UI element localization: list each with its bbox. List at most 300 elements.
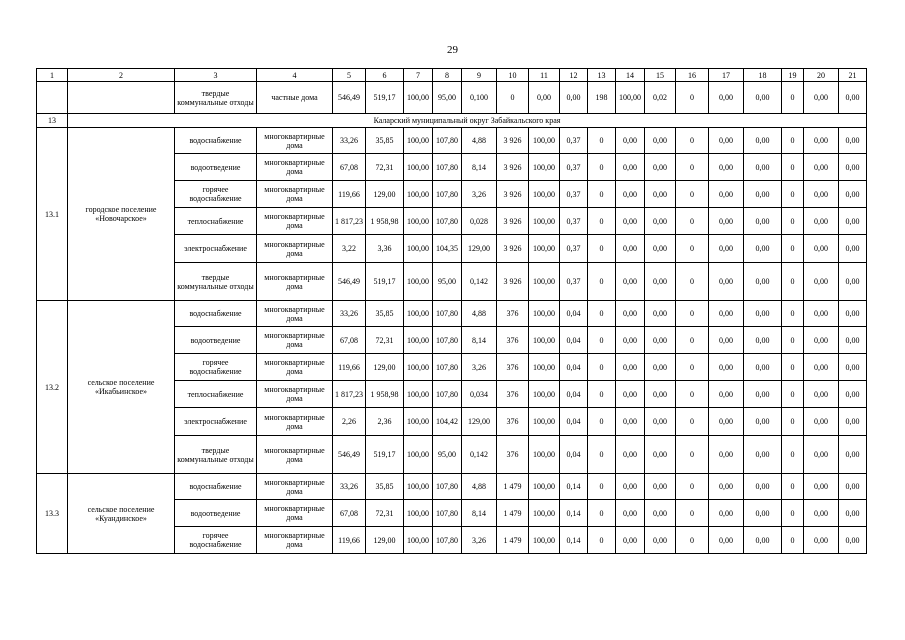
table-cell: 0	[588, 301, 616, 327]
table-cell: 0,00	[744, 500, 782, 527]
table-cell: 0,00	[645, 474, 676, 500]
table-cell: 0,37	[560, 235, 588, 263]
table-cell: 0	[782, 263, 804, 301]
table-cell: 107,80	[433, 154, 462, 181]
housing-type: многоквартирные дома	[257, 208, 333, 235]
table-cell: 129,00	[366, 527, 404, 554]
column-number-cell: 11	[529, 69, 560, 82]
table-cell: 0,00	[839, 128, 867, 154]
table-cell: 0	[588, 381, 616, 408]
settlement-name: сельское поселение «Икабьинское»	[68, 301, 175, 474]
table-cell: 0,028	[462, 208, 497, 235]
housing-type: многоквартирные дома	[257, 235, 333, 263]
table-cell: 0	[782, 436, 804, 474]
service-type: водоотведение	[175, 500, 257, 527]
table-cell: 0,00	[616, 263, 645, 301]
table-cell: 0	[676, 181, 709, 208]
empty-cell	[68, 82, 175, 114]
table-cell: 0	[782, 128, 804, 154]
table-cell: 519,17	[366, 436, 404, 474]
table-cell: 0,00	[839, 500, 867, 527]
table-cell: 0	[782, 500, 804, 527]
column-number-cell: 10	[497, 69, 529, 82]
column-number-cell: 12	[560, 69, 588, 82]
table-cell: 0,00	[804, 527, 839, 554]
housing-type: многоквартирные дома	[257, 327, 333, 354]
table-cell: 0,00	[744, 208, 782, 235]
column-number-cell: 20	[804, 69, 839, 82]
table-cell: 100,00	[529, 527, 560, 554]
column-number-cell: 18	[744, 69, 782, 82]
table-cell: 3 926	[497, 263, 529, 301]
column-number-cell: 14	[616, 69, 645, 82]
table-cell: 0	[782, 474, 804, 500]
table-cell: 546,49	[333, 82, 366, 114]
table-cell: 107,80	[433, 474, 462, 500]
table-cell: 0,100	[462, 82, 497, 114]
service-type: горячее водоснабжение	[175, 527, 257, 554]
table-cell: 119,66	[333, 181, 366, 208]
table-cell: 104,35	[433, 235, 462, 263]
table-cell: 0,00	[645, 436, 676, 474]
column-number-cell: 5	[333, 69, 366, 82]
table-cell: 100,00	[529, 408, 560, 436]
table-cell: 0,00	[744, 128, 782, 154]
table-cell: 198	[588, 82, 616, 114]
table-cell: 376	[497, 381, 529, 408]
table-cell: 0,00	[804, 474, 839, 500]
table-cell: 0,00	[616, 208, 645, 235]
table-cell: 100,00	[404, 327, 433, 354]
table-cell: 0,04	[560, 381, 588, 408]
table-cell: 100,00	[529, 235, 560, 263]
table-cell: 0,00	[804, 263, 839, 301]
service-type: водоснабжение	[175, 128, 257, 154]
table-cell: 1 479	[497, 500, 529, 527]
table-cell: 2,26	[333, 408, 366, 436]
table-cell: 0,00	[839, 82, 867, 114]
service-type: теплоснабжение	[175, 208, 257, 235]
table-cell: 0	[782, 208, 804, 235]
table-cell: 0	[782, 82, 804, 114]
column-number-row	[37, 69, 867, 82]
table-cell: 0,04	[560, 327, 588, 354]
table-cell: 100,00	[529, 154, 560, 181]
table-cell: 119,66	[333, 527, 366, 554]
table-cell: 95,00	[433, 436, 462, 474]
table-cell: 0	[782, 181, 804, 208]
table-cell: 100,00	[404, 154, 433, 181]
table-cell: 107,80	[433, 354, 462, 381]
table-cell: 3,26	[462, 354, 497, 381]
settlement-name: городское поселение «Новочарское»	[68, 128, 175, 301]
table-cell: 100,00	[404, 474, 433, 500]
table-cell: 100,00	[404, 354, 433, 381]
table-cell: частные дома	[257, 82, 333, 114]
table-cell: 0,00	[804, 235, 839, 263]
table-cell: 0,00	[744, 527, 782, 554]
table-cell: 3 926	[497, 235, 529, 263]
table-row	[37, 128, 867, 154]
table-cell: 0,00	[616, 327, 645, 354]
table-cell: 100,00	[404, 208, 433, 235]
table-cell: 0	[676, 474, 709, 500]
table-cell: 0,00	[709, 436, 744, 474]
section-row	[37, 114, 867, 128]
table-cell: 0	[782, 381, 804, 408]
table-cell: 0,00	[645, 235, 676, 263]
table-cell: 1 817,23	[333, 208, 366, 235]
table-cell: 0	[676, 235, 709, 263]
table-cell: 3,22	[333, 235, 366, 263]
table-cell: 100,00	[404, 82, 433, 114]
table-cell: 100,00	[404, 301, 433, 327]
table-cell: 107,80	[433, 301, 462, 327]
service-type: твердые коммунальные отходы	[175, 436, 257, 474]
table-cell: 0	[676, 154, 709, 181]
table-cell: 129,00	[462, 408, 497, 436]
table-cell: 0,00	[616, 527, 645, 554]
table-cell: 0,00	[839, 408, 867, 436]
service-type: электроснабжение	[175, 408, 257, 436]
table-cell: 0,00	[709, 408, 744, 436]
group-number: 13.2	[37, 301, 68, 474]
column-number-cell: 8	[433, 69, 462, 82]
table-cell: 1 479	[497, 527, 529, 554]
table-cell: 35,85	[366, 128, 404, 154]
table-cell: 100,00	[404, 181, 433, 208]
table-cell: 0,00	[709, 354, 744, 381]
empty-cell	[37, 82, 68, 114]
table-cell: 0,00	[839, 527, 867, 554]
table-cell: 0,00	[560, 82, 588, 114]
table-cell: 376	[497, 436, 529, 474]
table-cell: 4,88	[462, 128, 497, 154]
table-cell: 0	[588, 500, 616, 527]
column-number-cell: 13	[588, 69, 616, 82]
table-cell: 0,00	[709, 82, 744, 114]
table-cell: 0	[676, 527, 709, 554]
table-cell: 0	[676, 354, 709, 381]
table-cell: 0	[676, 381, 709, 408]
table-cell: 0	[676, 128, 709, 154]
table-cell: 0	[782, 408, 804, 436]
table-cell: 376	[497, 327, 529, 354]
table-cell: 0,00	[839, 181, 867, 208]
table-cell: 3,36	[366, 235, 404, 263]
table-cell: 0,04	[560, 301, 588, 327]
table-cell: 129,00	[462, 235, 497, 263]
table-cell: 0	[588, 263, 616, 301]
column-number-cell: 4	[257, 69, 333, 82]
table-cell: твердые коммунальные отходы	[175, 82, 257, 114]
column-number-cell: 1	[37, 69, 68, 82]
table-cell: 0,00	[645, 408, 676, 436]
table-cell: 67,08	[333, 327, 366, 354]
table-cell: 100,00	[404, 527, 433, 554]
table-cell: 376	[497, 408, 529, 436]
table-cell: 0,00	[744, 354, 782, 381]
table-cell: 0,00	[616, 436, 645, 474]
table-cell: 0,00	[645, 381, 676, 408]
table-cell: 100,00	[529, 474, 560, 500]
table-cell: 100,00	[529, 327, 560, 354]
table-cell: 100,00	[529, 208, 560, 235]
service-type: электроснабжение	[175, 235, 257, 263]
table-cell: 100,00	[616, 82, 645, 114]
table-cell: 0,00	[744, 381, 782, 408]
table-cell: 0,00	[839, 235, 867, 263]
table-cell: 0	[588, 235, 616, 263]
column-number-cell: 6	[366, 69, 404, 82]
table-cell: 33,26	[333, 301, 366, 327]
table-cell: 0,00	[744, 436, 782, 474]
table-cell: 0,00	[804, 500, 839, 527]
table-cell: 35,85	[366, 474, 404, 500]
table-cell: 0,00	[616, 381, 645, 408]
table-cell: 0	[588, 436, 616, 474]
table-cell: 8,14	[462, 154, 497, 181]
column-number-cell: 19	[782, 69, 804, 82]
table-cell: 100,00	[529, 436, 560, 474]
table-cell: 376	[497, 354, 529, 381]
table-cell: 0	[497, 82, 529, 114]
table-cell: 0,00	[616, 235, 645, 263]
section-number: 13	[37, 114, 68, 128]
table-cell: 0,00	[804, 208, 839, 235]
table-cell: 0,00	[839, 327, 867, 354]
table-cell: 0	[588, 181, 616, 208]
table-cell: 0,00	[616, 181, 645, 208]
table-cell: 0	[588, 527, 616, 554]
table-cell: 0,00	[839, 381, 867, 408]
table-cell: 519,17	[366, 263, 404, 301]
table-cell: 0,00	[616, 474, 645, 500]
table-cell: 0,034	[462, 381, 497, 408]
settlement-name: сельское поселение «Куандинское»	[68, 474, 175, 554]
table-cell: 0,00	[645, 354, 676, 381]
table-cell: 100,00	[404, 381, 433, 408]
table-cell: 0	[588, 408, 616, 436]
table-cell: 0,142	[462, 436, 497, 474]
table-cell: 107,80	[433, 181, 462, 208]
table-cell: 129,00	[366, 354, 404, 381]
table-cell: 0	[676, 500, 709, 527]
table-cell: 0,00	[744, 301, 782, 327]
table-cell: 0,00	[804, 82, 839, 114]
table-cell: 0	[782, 327, 804, 354]
table-cell: 0,00	[529, 82, 560, 114]
table-cell: 0,04	[560, 354, 588, 381]
table-cell: 0,00	[645, 263, 676, 301]
table-cell: 72,31	[366, 154, 404, 181]
table-cell: 0,00	[804, 128, 839, 154]
table-cell: 4,88	[462, 474, 497, 500]
housing-type: многоквартирные дома	[257, 128, 333, 154]
table-cell: 8,14	[462, 327, 497, 354]
table-cell: 0,00	[645, 128, 676, 154]
table-cell: 3,26	[462, 181, 497, 208]
table-row	[37, 82, 867, 114]
table-cell: 0,00	[709, 128, 744, 154]
table-cell: 95,00	[433, 263, 462, 301]
housing-type: многоквартирные дома	[257, 474, 333, 500]
table-cell: 107,80	[433, 128, 462, 154]
table-cell: 0,00	[709, 301, 744, 327]
table-cell: 0,00	[804, 301, 839, 327]
table-cell: 0,00	[616, 408, 645, 436]
table-cell: 0	[782, 154, 804, 181]
table-cell: 0	[676, 301, 709, 327]
table-cell: 3 926	[497, 208, 529, 235]
table-cell: 0,00	[616, 154, 645, 181]
table-cell: 0	[588, 154, 616, 181]
service-type: водоотведение	[175, 327, 257, 354]
table-cell: 0,00	[839, 301, 867, 327]
table-cell: 0,00	[645, 208, 676, 235]
table-cell: 0	[676, 327, 709, 354]
housing-type: многоквартирные дома	[257, 381, 333, 408]
housing-type: многоквартирные дома	[257, 436, 333, 474]
table-cell: 0,00	[744, 154, 782, 181]
table-cell: 107,80	[433, 500, 462, 527]
service-type: теплоснабжение	[175, 381, 257, 408]
housing-type: многоквартирные дома	[257, 154, 333, 181]
table-cell: 119,66	[333, 354, 366, 381]
table-cell: 33,26	[333, 128, 366, 154]
table-cell: 0,00	[645, 301, 676, 327]
table-cell: 0,00	[744, 235, 782, 263]
table-cell: 0,00	[709, 327, 744, 354]
table-cell: 0	[782, 527, 804, 554]
table-cell: 0,00	[839, 436, 867, 474]
housing-type: многоквартирные дома	[257, 354, 333, 381]
table-cell: 0,00	[645, 154, 676, 181]
table-cell: 0,00	[839, 208, 867, 235]
table-cell: 3 926	[497, 128, 529, 154]
housing-type: многоквартирные дома	[257, 527, 333, 554]
table-cell: 0,00	[616, 500, 645, 527]
table-cell: 0,00	[709, 263, 744, 301]
table-cell: 0	[782, 301, 804, 327]
table-cell: 0,00	[709, 381, 744, 408]
table-cell: 4,88	[462, 301, 497, 327]
table-cell: 0,00	[744, 327, 782, 354]
section-title: Каларский муниципальный округ Забайкальского края	[68, 114, 867, 128]
table-cell: 107,80	[433, 327, 462, 354]
table-cell: 0	[588, 208, 616, 235]
table-cell: 95,00	[433, 82, 462, 114]
table-cell: 0,00	[744, 408, 782, 436]
table-cell: 0,00	[839, 263, 867, 301]
table-cell: 67,08	[333, 154, 366, 181]
table-cell: 0	[676, 263, 709, 301]
table-cell: 3 926	[497, 181, 529, 208]
column-number-cell: 2	[68, 69, 175, 82]
table-cell: 100,00	[529, 128, 560, 154]
table-cell: 72,31	[366, 327, 404, 354]
service-type: горячее водоснабжение	[175, 181, 257, 208]
table-cell: 1 958,98	[366, 381, 404, 408]
table-cell: 0,00	[744, 263, 782, 301]
table-cell: 0,00	[839, 154, 867, 181]
table-cell: 3,26	[462, 527, 497, 554]
table-cell: 0,00	[616, 128, 645, 154]
table-cell: 72,31	[366, 500, 404, 527]
table-cell: 107,80	[433, 208, 462, 235]
table-cell: 0,00	[616, 354, 645, 381]
table-cell: 1 479	[497, 474, 529, 500]
table-cell: 0,00	[839, 354, 867, 381]
table-cell: 0,00	[645, 327, 676, 354]
table-cell: 107,80	[433, 527, 462, 554]
table-cell: 0,00	[744, 82, 782, 114]
table-cell: 35,85	[366, 301, 404, 327]
table-cell: 0	[676, 82, 709, 114]
table-cell: 0,37	[560, 154, 588, 181]
housing-type: многоквартирные дома	[257, 263, 333, 301]
table-cell: 0,37	[560, 181, 588, 208]
service-type: горячее водоснабжение	[175, 354, 257, 381]
table-cell: 0,00	[709, 154, 744, 181]
table-cell: 100,00	[529, 301, 560, 327]
table-cell: 0,00	[709, 181, 744, 208]
table-cell: 0,37	[560, 263, 588, 301]
table-cell: 0	[588, 354, 616, 381]
table-cell: 0,00	[804, 436, 839, 474]
tariff-table	[36, 68, 867, 554]
table-cell: 100,00	[404, 263, 433, 301]
service-type: водоснабжение	[175, 301, 257, 327]
table-cell: 0	[676, 408, 709, 436]
table-cell: 0,00	[804, 327, 839, 354]
table-cell: 0,00	[839, 474, 867, 500]
table-cell: 546,49	[333, 263, 366, 301]
table-cell: 0,04	[560, 436, 588, 474]
table-cell: 0,00	[804, 181, 839, 208]
column-number-cell: 3	[175, 69, 257, 82]
table-cell: 0	[588, 327, 616, 354]
column-number-cell: 21	[839, 69, 867, 82]
table-cell: 0,00	[804, 154, 839, 181]
table-cell: 3 926	[497, 154, 529, 181]
table-cell: 0	[782, 235, 804, 263]
table-cell: 0	[676, 436, 709, 474]
column-number-cell: 17	[709, 69, 744, 82]
table-cell: 0,00	[709, 474, 744, 500]
table-cell: 100,00	[404, 436, 433, 474]
page-number: 29	[447, 44, 458, 56]
table-cell: 100,00	[529, 500, 560, 527]
table-cell: 546,49	[333, 436, 366, 474]
table-cell: 129,00	[366, 181, 404, 208]
table-cell: 0,142	[462, 263, 497, 301]
table-cell: 0,00	[645, 181, 676, 208]
service-type: водоснабжение	[175, 474, 257, 500]
table-cell: 0,00	[744, 474, 782, 500]
table-cell: 104,42	[433, 408, 462, 436]
table-cell: 0,14	[560, 474, 588, 500]
column-number-cell: 15	[645, 69, 676, 82]
table-cell: 0,00	[804, 354, 839, 381]
table-cell: 0	[588, 474, 616, 500]
table-cell: 0	[676, 208, 709, 235]
column-number-cell: 16	[676, 69, 709, 82]
column-number-cell: 9	[462, 69, 497, 82]
table-cell: 0,37	[560, 128, 588, 154]
table-cell: 0,04	[560, 408, 588, 436]
table-cell: 0,00	[709, 235, 744, 263]
